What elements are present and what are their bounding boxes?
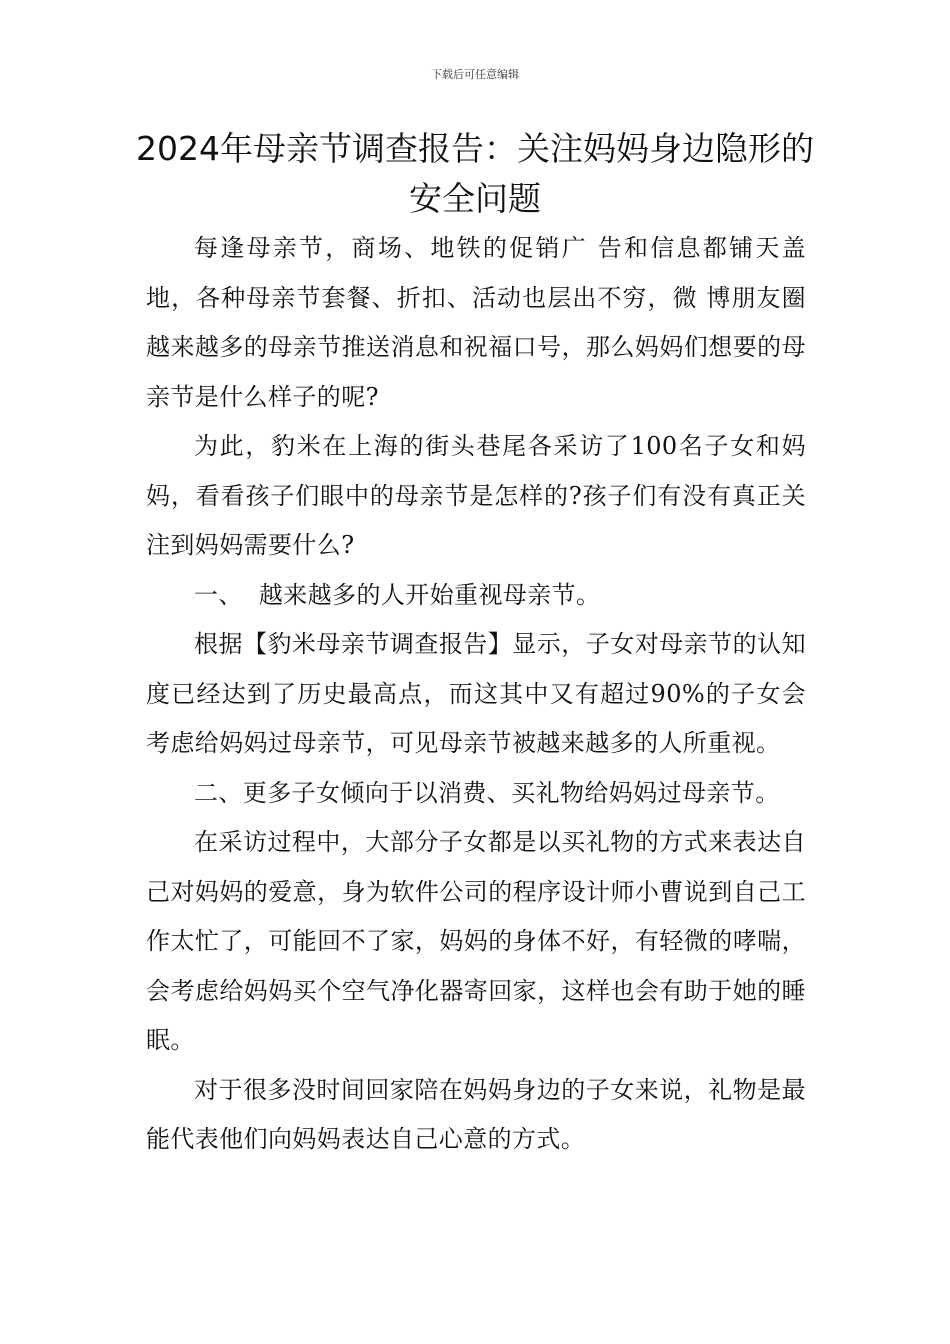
document-title: 2024年母亲节调查报告：关注妈妈身边隐形的安全问题: [136, 129, 814, 218]
section-heading-one: 一、 越来越多的人开始重视母亲节。: [194, 580, 601, 609]
header-note: 下载后可任意编辑: [431, 68, 519, 81]
paragraph-intro: 每逢母亲节，商场、地铁的促销广 告和信息都铺天盖地，各种母亲节套餐、折扣、活动也层出不穷，微 博朋友圈越来越多的母亲节推送消息和祝福口号，那么妈妈们想要的母亲节是什么样子的呢?: [146, 234, 806, 411]
paragraph-interview: 在采访过程中，大部分子女都是以买礼物的方式来表达自己对妈妈的爱意，身为软件公司的程序设计师小曹说到自己工作太忙了，可能回不了家，妈妈的身体不好，有轻微的哮喘，会考虑给妈妈买个空气净化器寄回家，这样也会有助于她的睡眠。: [146, 828, 806, 1054]
document-body: [146, 224, 806, 1165]
paragraph-report-finding: 根据【豹米母亲节调查报告】显示，子女对母亲节的认知度已经达到了历史最高点，而这其中又有超过90%的子女会考虑给妈妈过母亲节，可见母亲节被越来越多的人所重视。: [146, 630, 806, 757]
section-heading-two: 二、更多子女倾向于以消费、买礼物给妈妈过母亲节。: [194, 778, 780, 807]
paragraph-survey: 为此，豹米在上海的街头巷尾各采访了100名子女和妈妈，看看孩子们眼中的母亲节是怎样的?孩子们有没有真正关注到妈妈需要什么?: [146, 432, 806, 559]
paragraph-conclusion: 对于很多没时间回家陪在妈妈身边的子女来说，礼物是最能代表他们向妈妈表达自己心意的方式。: [146, 1075, 806, 1153]
